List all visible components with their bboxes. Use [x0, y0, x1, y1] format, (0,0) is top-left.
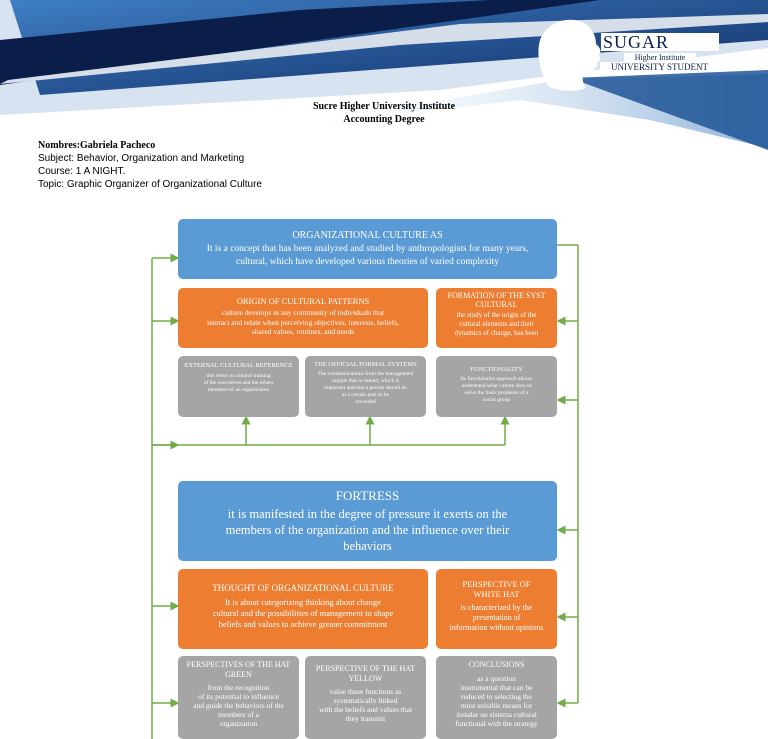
names-line: Nombres:Gabriela Pacheco [38, 140, 156, 151]
box-white-hat-body: is characterized by the presentation of information without opinions [449, 603, 544, 632]
box-thought-body: It is about categorizing thinking about change cultural and the possibilities of management to shape beliefs and values to achieve greater commitment [212, 597, 394, 629]
box-thought-title: THOUGHT OF ORGANIZATIONAL CULTURE [212, 583, 394, 593]
box-formation-title-2: CULTURAL [475, 300, 518, 309]
box-organizational-culture-title: ORGANIZATIONAL CULTURE AS [292, 230, 443, 241]
box-functionality-body: Its functionalist approach allows understand what culture does to solve the basic problems of a social group [460, 376, 533, 403]
box-formation-body: the study of the origin of the cultural elements and their dynamics of change, has been [454, 311, 539, 337]
degree-title: Accounting Degree [343, 114, 425, 125]
box-official-body: The communications from the management sample that is valued, which is important and that a person should do at a certain post to be rewarded [317, 371, 414, 405]
box-white-hat [436, 569, 557, 649]
box-functionality-title: FUNCTIONALITY [470, 366, 523, 373]
subject-line: Subject: Behavior, Organization and Marketing [38, 153, 245, 164]
box-formation-system [436, 288, 557, 348]
box-yellow-hat [305, 656, 426, 739]
box-official-title: THE OFFICIAL FORMAL SYSTEMS [314, 361, 417, 368]
box-green-hat-title: PERSPECTIVES OF THE HAT GREEN [186, 660, 291, 679]
box-organizational-culture-body: It is a concept that has been analyzed and studied by anthropologists for many years, cultural, which have developed various theories of varied complexity [206, 244, 529, 267]
box-origin-cultural-patterns [178, 288, 428, 348]
box-green-hat-body: from the recognition of its potential to influence and guide the behaviors of the members of a organization [193, 683, 284, 728]
box-organizational-culture [178, 219, 557, 279]
box-origin-title: ORIGIN OF CULTURAL PATTERNS [236, 296, 370, 306]
box-external-body: this refers to cultural training of the executives and the others members of an organization [203, 373, 274, 393]
box-functionality [436, 356, 557, 417]
box-official-formal-systems [305, 356, 426, 417]
box-white-hat-title: PERSPECTIVE OF WHITE HAT [462, 579, 531, 599]
box-conclusions-body: as a question instrumental that can be reduced to selecting the most suitable means for instalar un sistema cultural functional with the strategy [455, 674, 538, 728]
box-thought-organizational-culture [178, 569, 428, 649]
box-fortress [178, 481, 557, 561]
box-conclusions-title: CONCLUSIONS [468, 660, 525, 669]
logo-subtitle-student: UNIVERSITY STUDENT [600, 62, 719, 72]
logo-sugar: SUGAR [601, 33, 719, 51]
box-yellow-hat-body: value these functions as systematically linked with the beliefs and values that they transmit [318, 687, 413, 723]
topic-line: Topic: Graphic Organizer of Organizational Culture [38, 179, 262, 190]
box-fortress-body: it is manifested in the degree of pressure it exerts on the members of the organization and the influence over their behaviors [225, 507, 510, 553]
box-formation-title: FORMATION OF THE SYST [447, 291, 546, 300]
institute-title: Sucre Higher University Institute [312, 101, 456, 112]
box-fortress-title: FORTRESS [335, 488, 400, 503]
box-external-title: EXTERNAL CULTURAL REFERENCE [184, 362, 293, 369]
box-conclusions [436, 656, 557, 739]
box-origin-body: culture develops in any community of individuals that interact and relate when perceiving objectives, interests, beliefs, shared values, routines, and needs [206, 308, 399, 336]
box-green-hat [178, 656, 299, 739]
course-line: Course: 1 A NIGHT. [38, 166, 126, 177]
box-external-reference [178, 356, 299, 417]
box-yellow-hat-title: PERSPECTIVE OF THE HAT YELLOW [315, 664, 416, 683]
logo-subtitle-institute: Higher Institute [624, 53, 696, 62]
